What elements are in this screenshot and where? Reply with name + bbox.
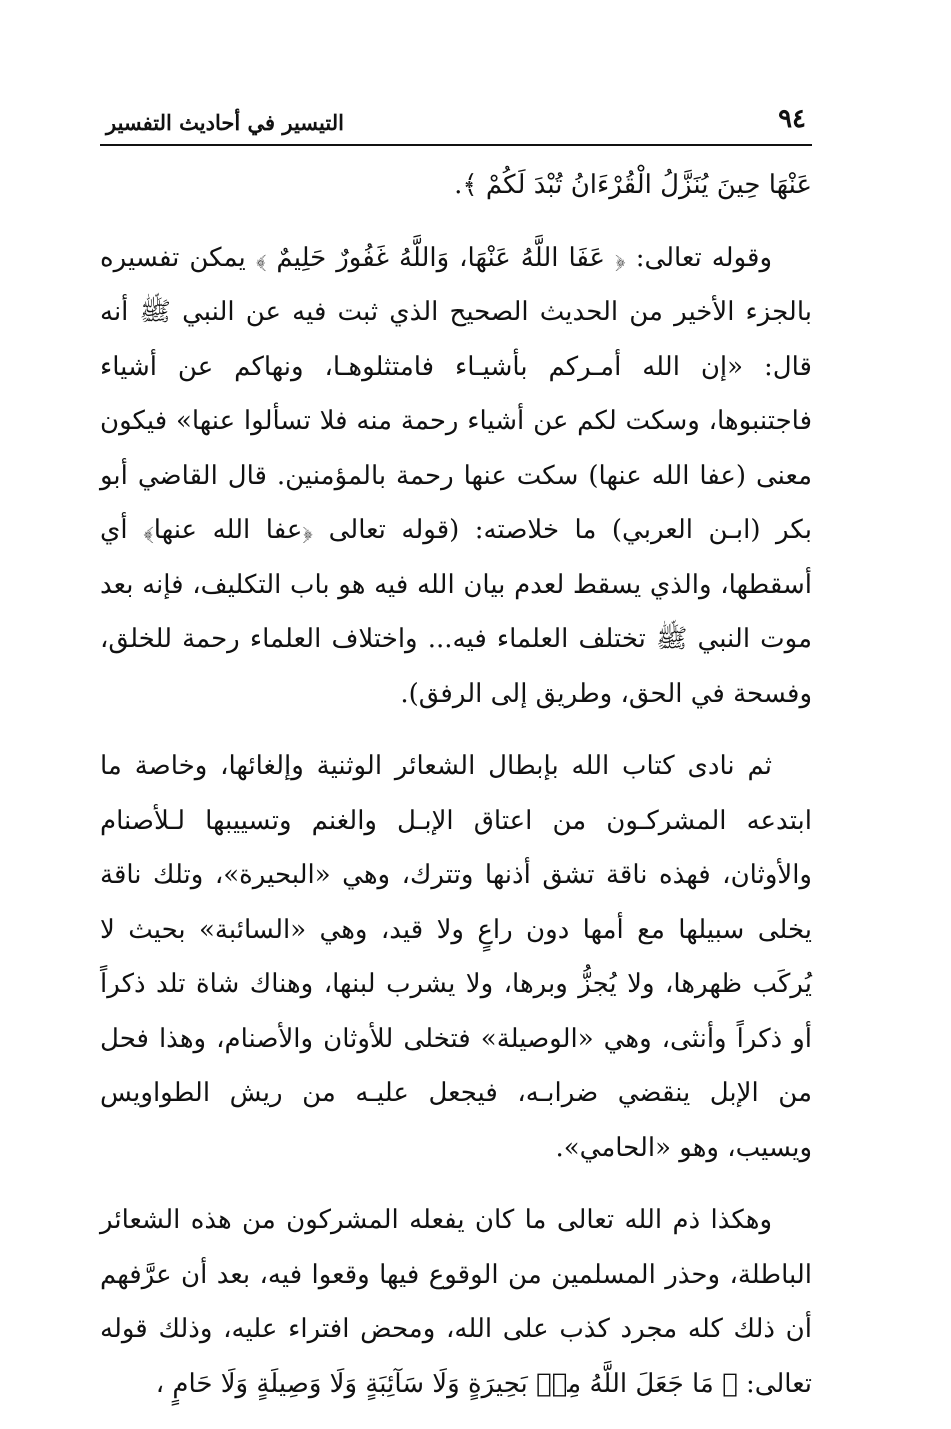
page-number: ٩٤ bbox=[778, 104, 806, 134]
paragraph-condemnation: وهكذا ذم الله تعالى ما كان يفعله المشركون من هذه الشعائر الباطلة، وحذر المسلمين من الوقوع فيها وقعوا فيه، بعد أن عرَّفهم أن ذلك كله مجرد كذب على الله، ومحض افتراء عليه، وذلك قوله تعالى: ﴿ مَا جَعَلَ اللَّهُ مِنۢ بَحِيرَةٍ وَلَا سَآئِبَةٍ وَلَا وَصِيلَةٍ وَلَا حَامٍ ، bbox=[100, 1205, 812, 1399]
page-body bbox=[100, 158, 812, 1429]
running-title: التيسير في أحاديث التفسير bbox=[106, 110, 344, 135]
page-header bbox=[100, 100, 812, 146]
verse-continuation: عَنْهَا حِينَ يُنَزَّلُ الْقُرْءَانُ تُبْدَ لَكُمْ ﴾. bbox=[454, 170, 812, 200]
paragraph-pagan-rites: ثم نادى كتاب الله بإبطال الشعائر الوثنية وإلغائها، وخاصة ما ابتدعه المشركـون من اعتاق الإبـل والغنم وتسييبها لـلأصنام والأوثان، فهذه ناقة تشق أذنها وتترك، وهي «البحيرة»، وتلك ناقة يخلى سبيلها مع أمها دون راعٍ ولا قيد، وهي «السائبة» بحيث لا يُركَب ظهرها، ولا يُجزُّ وبرها، ولا يشرب لبنها، وهناك شاة تلد ذكراً أو ذكراً وأنثى، وهي «الوصيلة» فتخلى للأوثان والأصنام، وهذا فحل من الإبل ينقضي ضرابـه، فيجعل عليـه من ريش الطواويس ويسيب، وهو «الحامي». bbox=[100, 751, 812, 1163]
paragraph-hadith-explanation: وقوله تعالى: ﴿ عَفَا اللَّهُ عَنْهَا، وَاللَّهُ غَفُورٌ حَلِيمٌ ﴾ يمكن تفسيره بالجزء الأخير من الحديث الصحيح الذي ثبت فيه عن النبي ﷺ أنه قال: «إن الله أمـركم بأشيـاء فامتثلوهـا، ونهاكم عن أشياء فاجتنبوها، وسكت لكم عن أشياء رحمة منه فلا تسألوا عنها» فيكون معنى (عفا الله عنها) سكت عنها رحمة بالمؤمنين. قال القاضي أبو بكر (ابـن العربي) ما خلاصته: (قوله تعالى ﴿عفا الله عنها﴾ أي أسقطها، والذي يسقط لعدم بيان الله فيه هو باب التكليف، فإنه بعد موت النبي ﷺ تختلف العلماء فيه... واختلاف العلماء رحمة للخلق، وفسحة في الحق، وطريق إلى الرفق). bbox=[100, 242, 812, 709]
